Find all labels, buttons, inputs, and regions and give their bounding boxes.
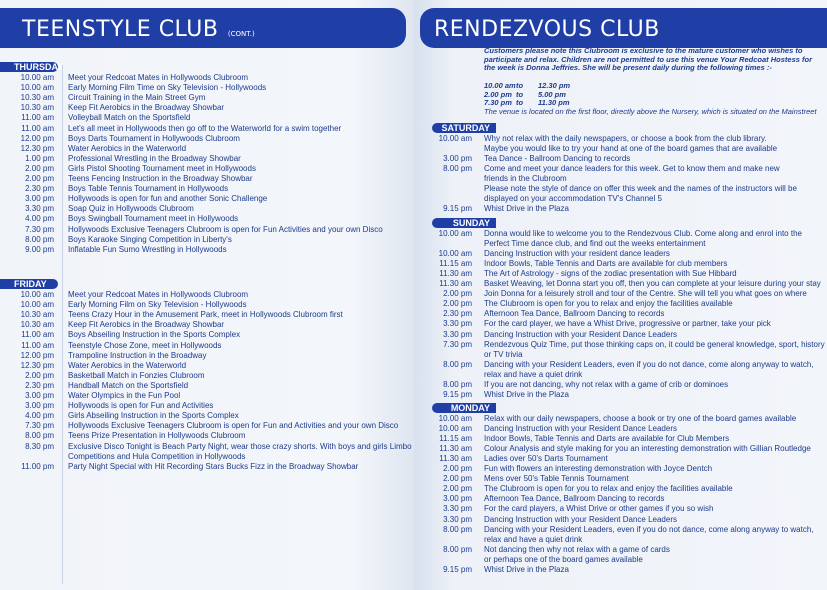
event-description: The Art of Astrology - signs of the zodiac presentation with Sue Hibbard (484, 269, 737, 279)
event-time: 8.00 pm (443, 359, 472, 369)
event-time: 10.30 am (20, 310, 54, 320)
event-description: Maybe you would like to try your hand at one of the board games that are available (484, 144, 778, 154)
event-time: 12.00 pm (20, 350, 54, 360)
event-time: 10.00 am (438, 424, 472, 434)
event-description: Boys Darts Tournament in Hollywoods Clubroom (68, 133, 240, 143)
hours-to: to (516, 98, 524, 108)
event-time: 11.00 am (21, 113, 54, 123)
event-time: 11.00 am (21, 340, 54, 350)
event-description: Afternoon Tea Dance, Ballroom Dancing to records (484, 309, 665, 319)
event-time: 3.00 pm (443, 154, 472, 164)
event-description: Hollywoods Exclusive Teenagers Clubroom is open for Fun and Activities and your own Disco (68, 421, 399, 431)
event-description: Exclusive Disco Tonight is Beach Party Night, wear those crazy shorts. With boys and girls Limbo (68, 441, 412, 451)
event-time: 8.30 pm (25, 441, 54, 451)
event-description: Whist Drive in the Plaza (484, 564, 569, 574)
column-divider (62, 64, 63, 584)
event-time: 2.00 pm (25, 370, 54, 380)
event-time: 3.30 pm (443, 319, 472, 329)
event-time: 8.00 pm (443, 524, 472, 534)
event-time: 9.15 pm (443, 389, 472, 399)
event-description: Boys Abseiling Instruction in the Sports Complex (68, 330, 241, 340)
event-time: 10.00 am (20, 290, 54, 299)
event-time: 4.00 pm (25, 411, 54, 421)
event-description: Teens Crazy Hour in the Amusement Park, meet in Hollywoods Clubroom first (68, 310, 343, 320)
event-description: Please note the style of dance on offer this week and the names of the instructors will be (484, 184, 797, 194)
event-time: 8.00 pm (443, 544, 472, 554)
event-description: Dancing with your Resident Leaders, even if you do not dance, come along anyway to watch, (484, 359, 814, 369)
event-description: Indoor Bowls, Table Tennis and Darts are available for club members (484, 259, 728, 269)
event-time: 2.00 pm (25, 174, 54, 183)
event-time: 11.30 am (439, 454, 472, 464)
event-time: 10.00 am (20, 300, 54, 310)
event-description: Hollywoods is open for Fun and Activities (68, 401, 214, 411)
event-description: Basketball Match in Fonzies Clubroom (68, 370, 205, 380)
event-time: 10.30 am (20, 320, 54, 330)
event-time: 9.15 pm (443, 204, 472, 214)
event-description: Dancing Instruction with your Resident Dance Leaders (484, 424, 677, 434)
event-time: 9.15 pm (443, 564, 472, 574)
hours-from: 7.30 pm (484, 98, 512, 108)
teenstyle-banner (0, 8, 406, 48)
event-description: Hollywoods Exclusive Teenagers Clubroom is open for Fun Activities and your own Disco (68, 224, 383, 234)
event-description: Let's all meet in Hollywoods then go off to the Waterworld for a swim together (68, 123, 342, 133)
event-time: 8.00 pm (443, 379, 472, 389)
event-time: 3.30 pm (443, 514, 472, 524)
hostess-hours (484, 82, 570, 108)
event-time: 3.00 pm (25, 401, 54, 411)
event-description: Whist Drive in the Plaza (484, 389, 569, 399)
event-time: 2.00 pm (443, 464, 472, 474)
event-description: Trampoline Instruction in the Broadway (68, 350, 207, 360)
event-description: Relax with our daily newspapers, choose a book or try one of the board games available (484, 414, 797, 423)
event-description: Circuit Training in the Main Street Gym (68, 93, 206, 103)
event-time: 11.30 am (439, 444, 472, 454)
event-time: 12.30 pm (20, 360, 54, 370)
event-description: For the card players, a Whist Drive or other games if you so wish (484, 504, 714, 514)
event-time: 3.00 pm (443, 494, 472, 504)
event-description: Perfect Time dance club, and find out the weeks entertainment (484, 239, 706, 249)
day-header-monday: MONDAY (432, 403, 496, 413)
event-description: Boys Table Tennis Tournament in Hollywoods (68, 184, 229, 194)
event-description: Donna would like to welcome you to the Rendezvous Club. Come along and enrol into the (484, 229, 802, 238)
event-time: 10.00 am (438, 229, 472, 238)
event-description: Water Olympics in the Fun Pool (68, 391, 181, 400)
event-description: Volleyball Match on the Sportsfield (68, 113, 191, 123)
rendezvous-banner (420, 8, 827, 48)
event-description: friends in the Clubroom (484, 174, 567, 184)
event-description: Mens over 50's Table Tennis Tournament (484, 474, 629, 484)
event-time: 7.30 pm (25, 421, 54, 431)
event-description: Dancing Instruction with your resident dance leaders (484, 249, 670, 259)
event-description: Fun with flowers an interesting demonstration with Joyce Dentch (484, 464, 713, 474)
event-time: 10.00 am (20, 73, 54, 82)
event-time: 10.30 am (20, 93, 54, 103)
day-header-saturday: SATURDAY (432, 123, 496, 133)
venue-location: The venue is located on the first floor, directly above the Nursery, which is situated on the Mainstreet (484, 107, 817, 116)
hours-from: 10.00 am (484, 81, 516, 90)
event-description: Join Donna for a leisurely stroll and tour of the Centre. She will tell you what goes on where (484, 289, 807, 299)
event-description: Water Aerobics in the Waterworld (68, 360, 187, 370)
event-description: Professional Wrestling in the Broadway Showbar (68, 153, 241, 163)
event-description: Party Night Special with Hit Recording Stars Bucks Fizz in the Broadway Showbar (68, 461, 359, 471)
event-description: Dancing with your Resident Leaders, even if you do not dance, come along anyway to watch, (484, 524, 814, 534)
event-description: Early Morning Film on Sky Television - Hollywoods (68, 300, 247, 310)
event-description: or perhaps one of the board games available (484, 554, 643, 564)
event-time: 12.30 pm (20, 143, 54, 153)
hours-from: 2.00 pm (484, 89, 512, 99)
event-description: Colour Analysis and style making for you an interesting demonstration with Gillian Routledge (484, 444, 811, 454)
event-description: Teens Fencing Instruction in the Broadway Showbar (68, 174, 253, 183)
event-description: Dancing Instruction with your Resident Dance Leaders (484, 514, 677, 524)
event-description: Teens Prize Presentation in Hollywoods Clubroom (68, 431, 246, 441)
event-description: Girls Pistol Shooting Tournament meet in Hollywoods (68, 163, 256, 173)
event-description: Not dancing then why not relax with a game of cards (484, 544, 670, 554)
event-time: 2.00 pm (443, 474, 472, 484)
event-description: Basket Weaving, let Donna start you off, then you can complete at your leisure during your stay (484, 279, 821, 289)
day-header-friday: FRIDAY (0, 279, 58, 289)
event-time: 8.00 pm (25, 431, 54, 441)
event-description: Meet your Redcoat Mates in Hollywoods Clubroom (68, 73, 249, 82)
event-time: 11.15 am (439, 259, 472, 269)
title-text: TEENSTYLE CLUB (22, 17, 219, 42)
event-time: 2.00 pm (443, 299, 472, 309)
event-time: 9.00 pm (25, 244, 54, 254)
event-description: Ladies over 50's Darts Tournament (484, 454, 608, 464)
page-title: RENDEZVOUS CLUB (434, 17, 660, 42)
event-time: 11.15 am (439, 434, 472, 444)
event-time: 2.00 pm (443, 289, 472, 299)
event-time: 3.30 pm (443, 504, 472, 514)
event-description: Handball Match on the Sportsfield (68, 380, 189, 390)
hours-until: 11.30 pm (538, 98, 570, 108)
event-time: 8.00 pm (443, 164, 472, 174)
event-time: 4.00 pm (25, 214, 54, 224)
event-description: Girls Abseiling Instruction in the Sports Complex (68, 411, 239, 421)
event-time: 2.30 pm (25, 380, 54, 390)
event-time: 10.00 am (20, 83, 54, 93)
event-description: Meet your Redcoat Mates in Hollywoods Clubroom (68, 290, 249, 299)
event-description: Early Morning Film Time on Sky Television - Hollywoods (68, 83, 267, 93)
event-description: Tea Dance - Ballroom Dancing to records (484, 154, 631, 164)
event-time: 11.30 am (439, 279, 472, 289)
event-description: Hollywoods is open for fun and another Sonic Challenge (68, 194, 268, 204)
event-time: 3.00 pm (25, 391, 54, 400)
event-description: For the card player, we have a Whist Drive, progressive or partner, take your pick (484, 319, 771, 329)
event-description: relax and have a quiet drink (484, 534, 583, 544)
event-time: 8.00 pm (25, 234, 54, 244)
event-time: 2.00 pm (443, 484, 472, 494)
event-description: Keep Fit Aerobics in the Broadway Showbar (68, 320, 225, 330)
event-description: Keep Fit Aerobics in the Broadway Showbar (68, 103, 225, 113)
event-description: Why not relax with the daily newspapers, or choose a book from the club library. (484, 134, 767, 143)
event-description: Competitions and Hula Competition in Hollywoods (68, 451, 246, 461)
event-time: 3.30 pm (25, 204, 54, 214)
hours-to: to (516, 81, 524, 90)
page-title (22, 17, 255, 42)
event-description: Inflatable Fun Sumo Wrestling in Hollywoods (68, 244, 227, 254)
event-description: or TV trivia (484, 349, 523, 359)
event-time: 10.00 am (438, 134, 472, 143)
event-description: Boys Karaoke Singing Competition in Liberty's (68, 234, 232, 244)
event-time: 2.30 pm (25, 184, 54, 194)
event-time: 10.00 am (438, 414, 472, 423)
event-time: 7.30 pm (25, 224, 54, 234)
event-time: 11.00 pm (21, 461, 54, 471)
event-description: Dancing Instruction with your Resident Dance Leaders (484, 329, 677, 339)
hours-to: to (516, 89, 524, 99)
event-description: Water Aerobics in the Waterworld (68, 143, 187, 153)
hours-until: 12.30 pm (538, 81, 571, 90)
event-description: Boys Swingball Tournament meet in Hollywoods (68, 214, 239, 224)
event-description: displayed on your accommodation TV's Channel 5 (484, 194, 662, 204)
event-description: The Clubroom is open for you to relax and enjoy the facilities available (484, 484, 733, 494)
event-description: relax and have a quiet drink (484, 369, 583, 379)
event-time: 12.00 pm (20, 133, 54, 143)
event-time: 10.00 am (438, 249, 472, 259)
right-page (414, 0, 827, 590)
day-header-sunday: SUNDAY (432, 218, 496, 228)
event-description: Afternoon Tea Dance, Ballroom Dancing to records (484, 494, 665, 504)
event-description: Teenstyle Chose Zone, meet in Hollywoods (68, 340, 222, 350)
event-time: 11.30 am (439, 269, 472, 279)
event-time: 11.00 am (21, 123, 54, 133)
event-time: 2.00 pm (25, 163, 54, 173)
hours-until: 5.00 pm (538, 89, 566, 99)
day-header-thursday: THURSDAY (0, 62, 58, 72)
event-time: 10.30 am (20, 103, 54, 113)
event-description: Come and meet your dance leaders for this week. Get to know them and make new (484, 164, 780, 174)
event-description: Soap Quiz in Hollywoods Clubroom (68, 204, 194, 214)
event-time: 3.30 pm (443, 329, 472, 339)
club-notice: Customers please note this Clubroom is exclusive to the mature customer who wishes to participate and relax. Children are not permitted to use this venue Your Redcoat Hostess for the week is Donna Jeffries. She will be present daily during the following times :- (484, 46, 812, 73)
event-description: The Clubroom is open for you to relax and enjoy the facilities available (484, 299, 733, 309)
event-description: Whist Drive in the Plaza (484, 204, 569, 214)
title-suffix: (CONT.) (227, 30, 255, 38)
event-time: 2.30 pm (443, 309, 472, 319)
event-time: 11.00 am (21, 330, 54, 340)
event-description: If you are not dancing, why not relax with a game of crib or dominoes (484, 379, 729, 389)
event-time: 1.00 pm (25, 153, 54, 163)
event-description: Rendezvous Quiz Time, put those thinking caps on, it could be general knowledge, sport, history (484, 339, 825, 349)
event-time: 7.30 pm (443, 339, 472, 349)
event-description: Indoor Bowls, Table Tennis and Darts are available for Club Members (484, 434, 730, 444)
event-time: 3.00 pm (25, 194, 54, 204)
